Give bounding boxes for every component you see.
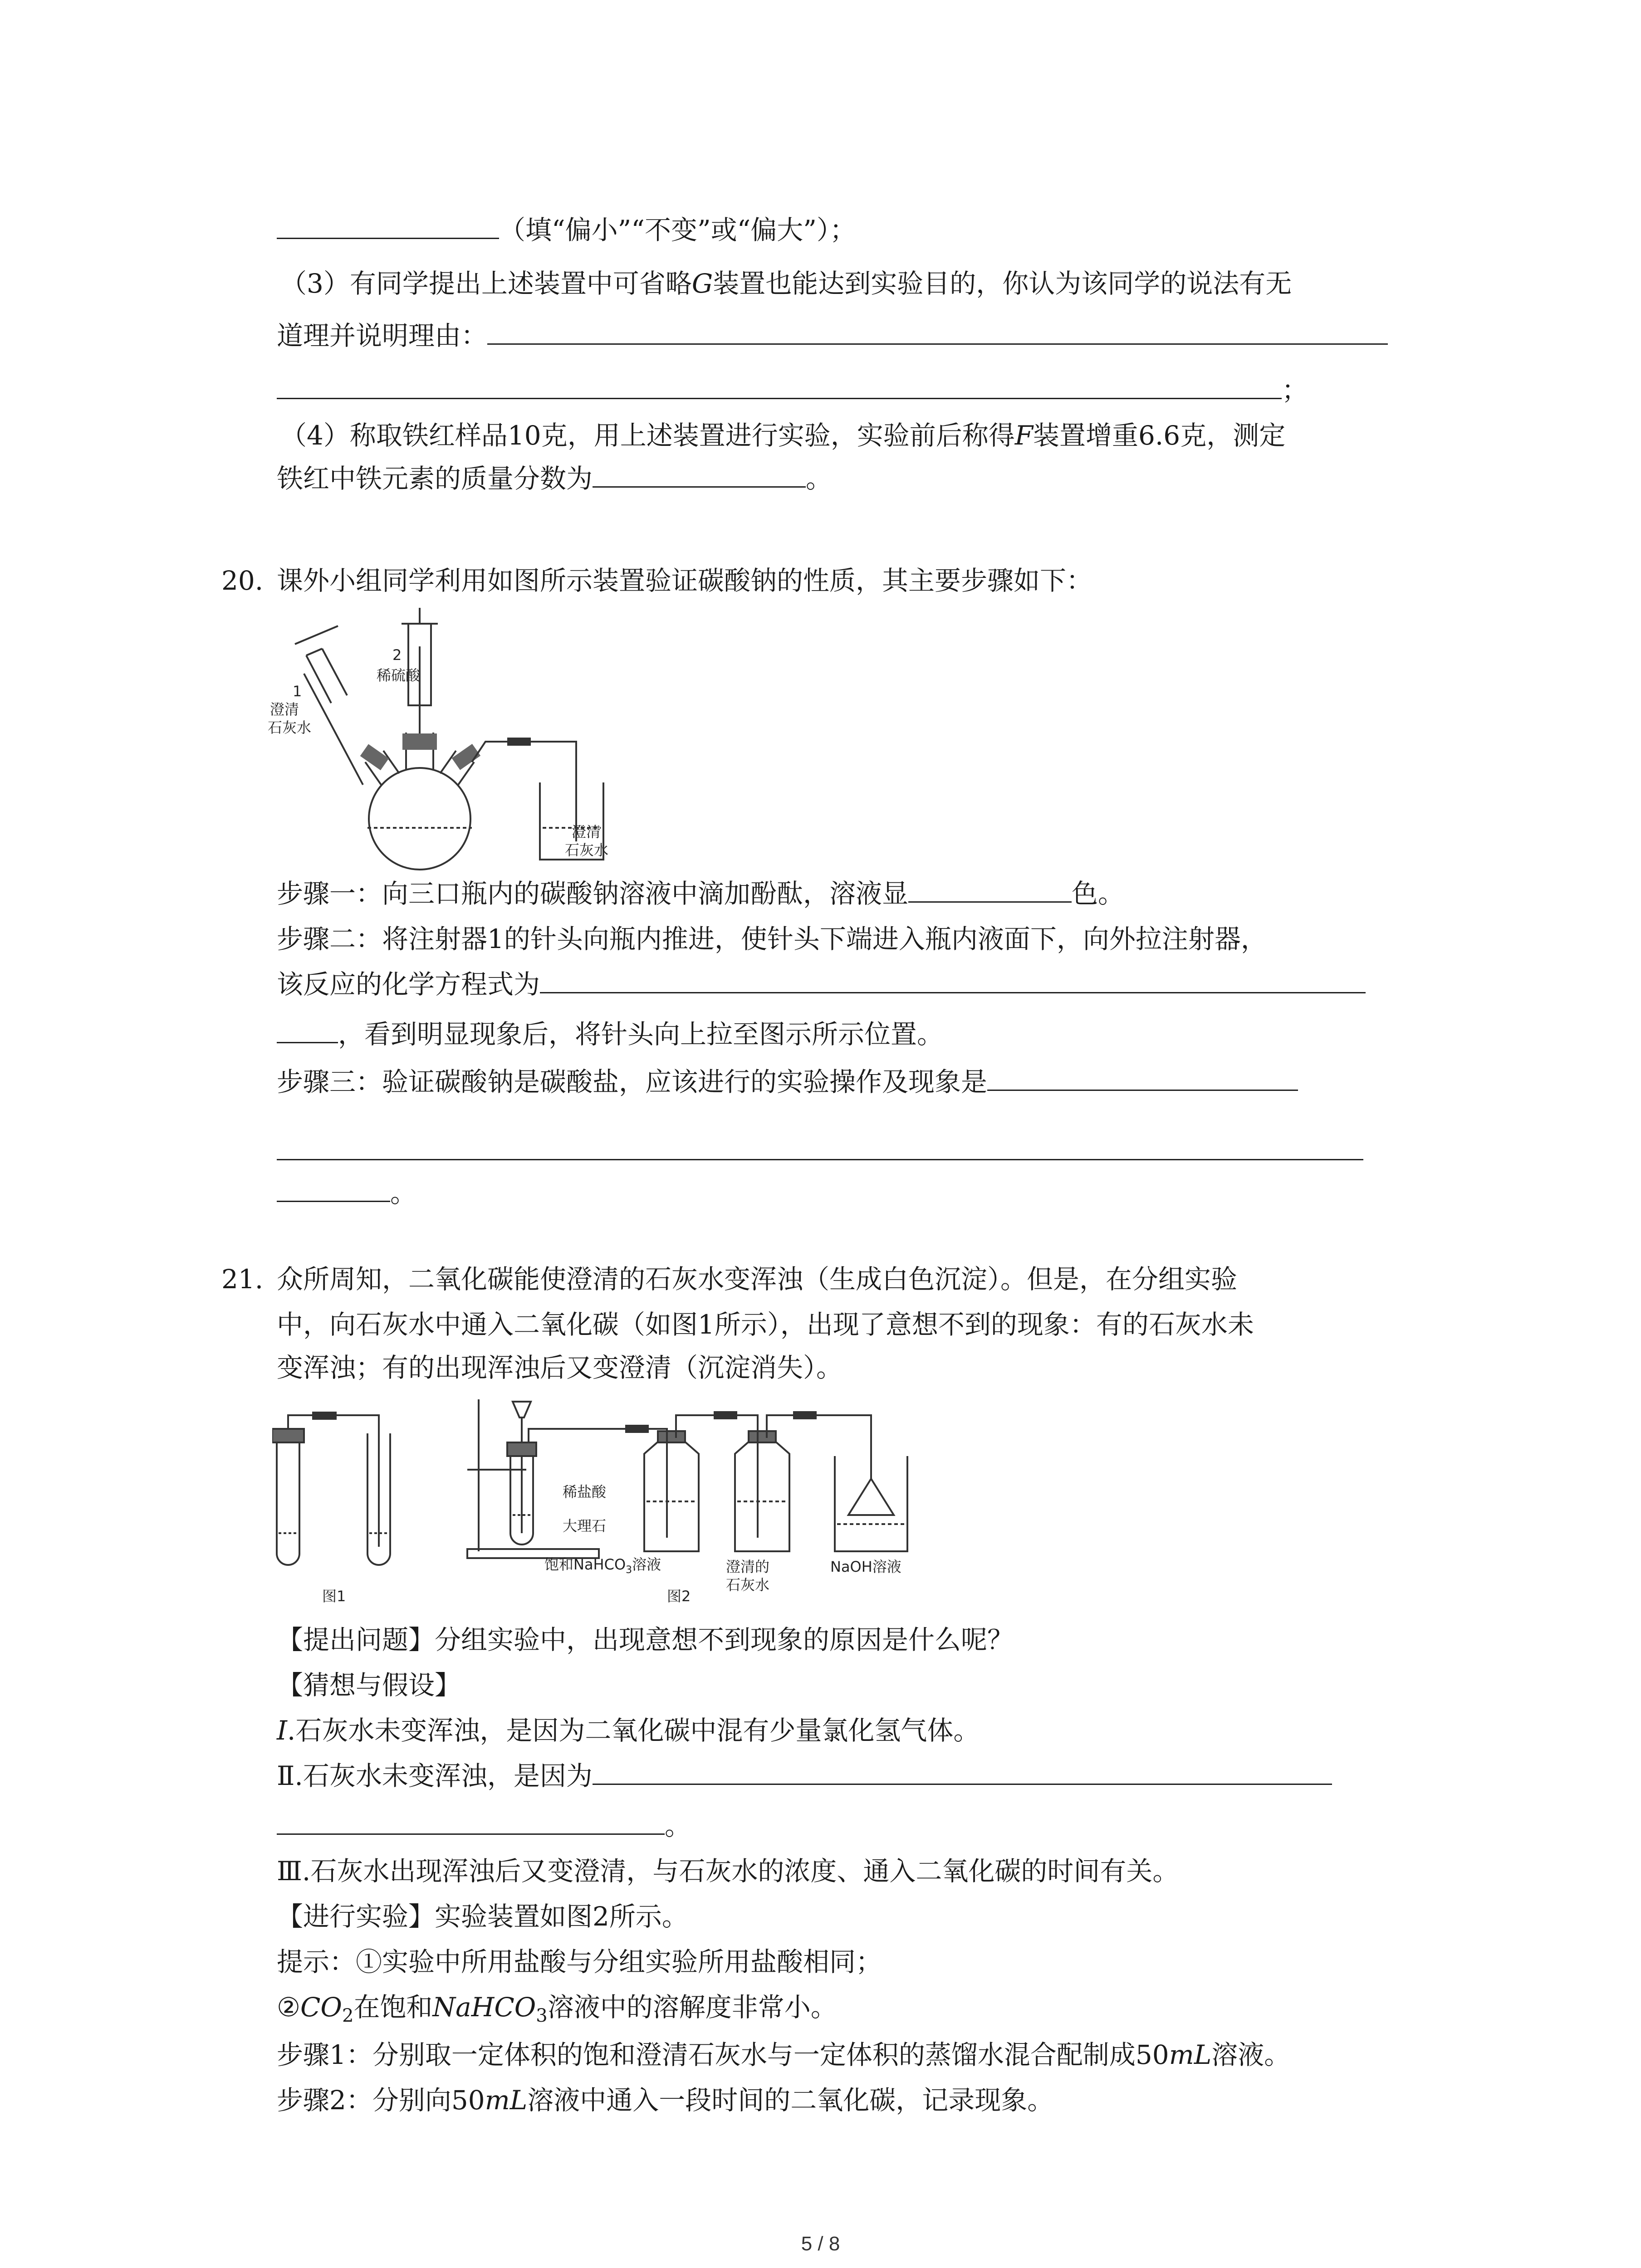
syringe1-number: 1 [293,683,302,700]
unit-ml: mL [485,2085,528,2116]
hypothesis-numeral: I [277,1715,287,1746]
step-text: 溶液。 [1211,2039,1291,2070]
unit-ml: mL [1169,2039,1212,2070]
q21-hypothesis-2 [277,1758,1332,1794]
answer-blank[interactable] [277,1808,665,1835]
q21-apparatus-figure [272,1397,962,1615]
question-heading: 【提出问题】分组实验中，出现意想不到现象的原因是什么呢？ [277,1624,1014,1655]
q20-step3-line1 [277,1064,1298,1100]
marble-label: 大理石 [563,1517,607,1535]
q19-fill-hint-line [277,212,856,248]
step-text: 步骤1：分别取一定体积的饱和澄清石灰水与一定体积的蒸馏水混合配制成50 [277,2039,1169,2070]
q19-part4-line2 [277,460,832,497]
step2-equation-label: 该反应的化学方程式为 [277,969,540,1000]
fill-hint-text: （填“偏小”“不变”或“偏大”）； [499,215,856,245]
period: 。 [665,1810,691,1841]
step1-text-end: 色。 [1072,878,1125,909]
answer-blank[interactable] [540,967,1366,993]
step3-text: 步骤三：验证碳酸钠是碳酸盐，应该进行的实验操作及现象是 [277,1066,988,1097]
q20-apparatus-figure [268,606,612,878]
acid-label: 稀盐酸 [563,1483,607,1501]
q20-step1 [277,875,1124,912]
tip-text: 在饱和 [353,1992,433,2023]
q20-step3-line3 [277,1175,416,1211]
subscript: 3 [536,2005,548,2026]
question-stem: 变浑浊；有的出现浑浊后又变澄清（沉淀消失）。 [277,1352,843,1383]
syringe2-label: 稀硫酸 [377,667,421,684]
subscript: 2 [342,2005,354,2026]
fig2-limewater-bottle [715,1412,844,1551]
fig2-nahco3-bottle [617,1415,744,1551]
step2-text-end: ，看到明显现象后，将针头向上拉至图示所示位置。 [338,1019,944,1050]
fig2-naoh-beaker [835,1415,907,1551]
question-stem: 中，向石灰水中通入二氧化碳（如图1所示），出现了意想不到的现象：有的石灰水未 [277,1309,1254,1340]
q21-step2 [277,2082,1053,2118]
q21-hypothesis-title [277,1667,461,1703]
q21-question [277,1622,1014,1658]
q21-hypothesis-3 [277,1853,1179,1889]
beaker-label: 澄清 [572,823,601,841]
q20-stem [221,562,1092,599]
period: 。 [390,1178,417,1208]
q21-hypothesis-1 [277,1712,980,1749]
step1-text: 步骤一：向三口瓶内的碳酸钠溶液中滴加酚酞，溶液显 [277,878,909,909]
question-stem: 众所周知，二氧化碳能使澄清的石灰水变浑浊（生成白色沉淀）。但是，在分组实验 [277,1264,1238,1295]
section-heading: 【进行实验】实验装置如图2所示。 [277,1901,688,1932]
limewater-label: 澄清的 [726,1558,770,1575]
beaker-label: 石灰水 [565,841,609,859]
stopper [360,744,389,770]
q20-step2-line2 [277,966,1366,1002]
question-number: 21. [221,1264,264,1295]
q19-part3-line2 [277,318,1388,354]
q21-tip2 [277,1989,837,2034]
syringe-1 [295,626,363,785]
delivery-tube [472,738,576,841]
q19-part3-line3 [277,372,1308,408]
syringe1-label: 澄清 [270,701,299,718]
tip-text: 提示：①实验中所用盐酸与分组实验所用盐酸相同； [277,1946,882,1977]
step-text: 溶液中通入一段时间的二氧化碳，记录现象。 [527,2085,1054,2116]
naoh-label: NaOH溶液 [830,1558,901,1575]
q19-part3-text: （3）有同学提出上述装置中可省略 [280,268,692,299]
limewater-label: 石灰水 [726,1576,770,1593]
question-stem: 课外小组同学利用如图所示装置验证碳酸钠的性质，其主要步骤如下： [277,565,1093,596]
hypothesis-text: Ⅲ.石灰水出现浑浊后又变澄清，与石灰水的浓度、通入二氧化碳的时间有关。 [277,1856,1179,1887]
q19-part4-line1 [280,417,1285,454]
q20-step2-line1 [277,921,1267,957]
device-f-symbol: F [1014,420,1033,451]
fig2-caption: 图2 [667,1588,691,1605]
answer-blank[interactable] [277,1017,338,1043]
step-text: 步骤2：分别向50 [277,2085,485,2116]
q19-part3-text-cont: 装置也能达到实验目的，你认为该同学的说法有无 [713,268,1292,299]
q19-part3-line1 [280,265,1292,302]
answer-blank[interactable] [277,1175,390,1202]
q20-step2-line3 [277,1016,943,1052]
syringe1-label: 石灰水 [268,719,312,736]
hypothesis-text: .石灰水未变浑浊，是因为二氧化碳中混有少量氯化氢气体。 [287,1715,980,1746]
period: 。 [806,463,833,494]
q19-part4-text-cont: 装置增重6.6克，测定 [1033,420,1286,451]
answer-blank[interactable] [277,212,499,239]
page-number: 5 / 8 [801,2233,840,2255]
question-number: 20. [221,565,264,596]
fig1-test-tubes [272,1413,390,1565]
q21-step1 [277,2037,1290,2073]
section-heading: 【猜想与假设】 [277,1670,461,1701]
q21-stem-line2 [277,1306,1254,1343]
stopper [402,733,437,750]
syringe2-number: 2 [392,646,402,664]
answer-line[interactable] [277,1159,1363,1160]
fig1-caption: 图1 [322,1588,346,1605]
q19-part3-reason-label: 道理并说明理由： [277,320,488,351]
q21-stem-line1 [221,1261,1237,1297]
q19-part4-text: （4）称取铁红样品10克，用上述装置进行实验，实验前后称得 [280,420,1015,451]
semicolon: ； [1282,375,1308,406]
q21-stem-line3 [277,1349,843,1386]
hypothesis-text: Ⅱ.石灰水未变浑浊，是因为 [277,1760,593,1791]
q19-part4-text-end: 铁红中铁元素的质量分数为 [277,463,593,494]
answer-blank[interactable] [277,372,1282,399]
answer-blank[interactable] [593,461,806,488]
nahco3-label: 饱和NaHCO$_3$溶液 [544,1556,661,1576]
answer-blank[interactable] [487,318,1388,345]
formula-nahco3: NaHCO [432,1992,536,2023]
q21-hypothesis-2-cont [277,1808,691,1844]
three-neck-flask [365,733,474,870]
step2-text: 步骤二：将注射器1的针头向瓶内推进，使针头下端进入瓶内液面下，向外拉注射器， [277,924,1267,954]
q21-tip1 [277,1944,882,1980]
answer-blank[interactable] [593,1758,1332,1785]
formula-co2: CO [300,1992,342,2023]
q21-experiment [277,1898,688,1935]
tip-text: 溶液中的溶解度非常小。 [547,1992,837,2023]
tip-number: ② [277,1992,300,2023]
answer-blank[interactable] [908,876,1072,903]
device-g-symbol: G [691,268,713,299]
answer-blank[interactable] [987,1064,1298,1091]
